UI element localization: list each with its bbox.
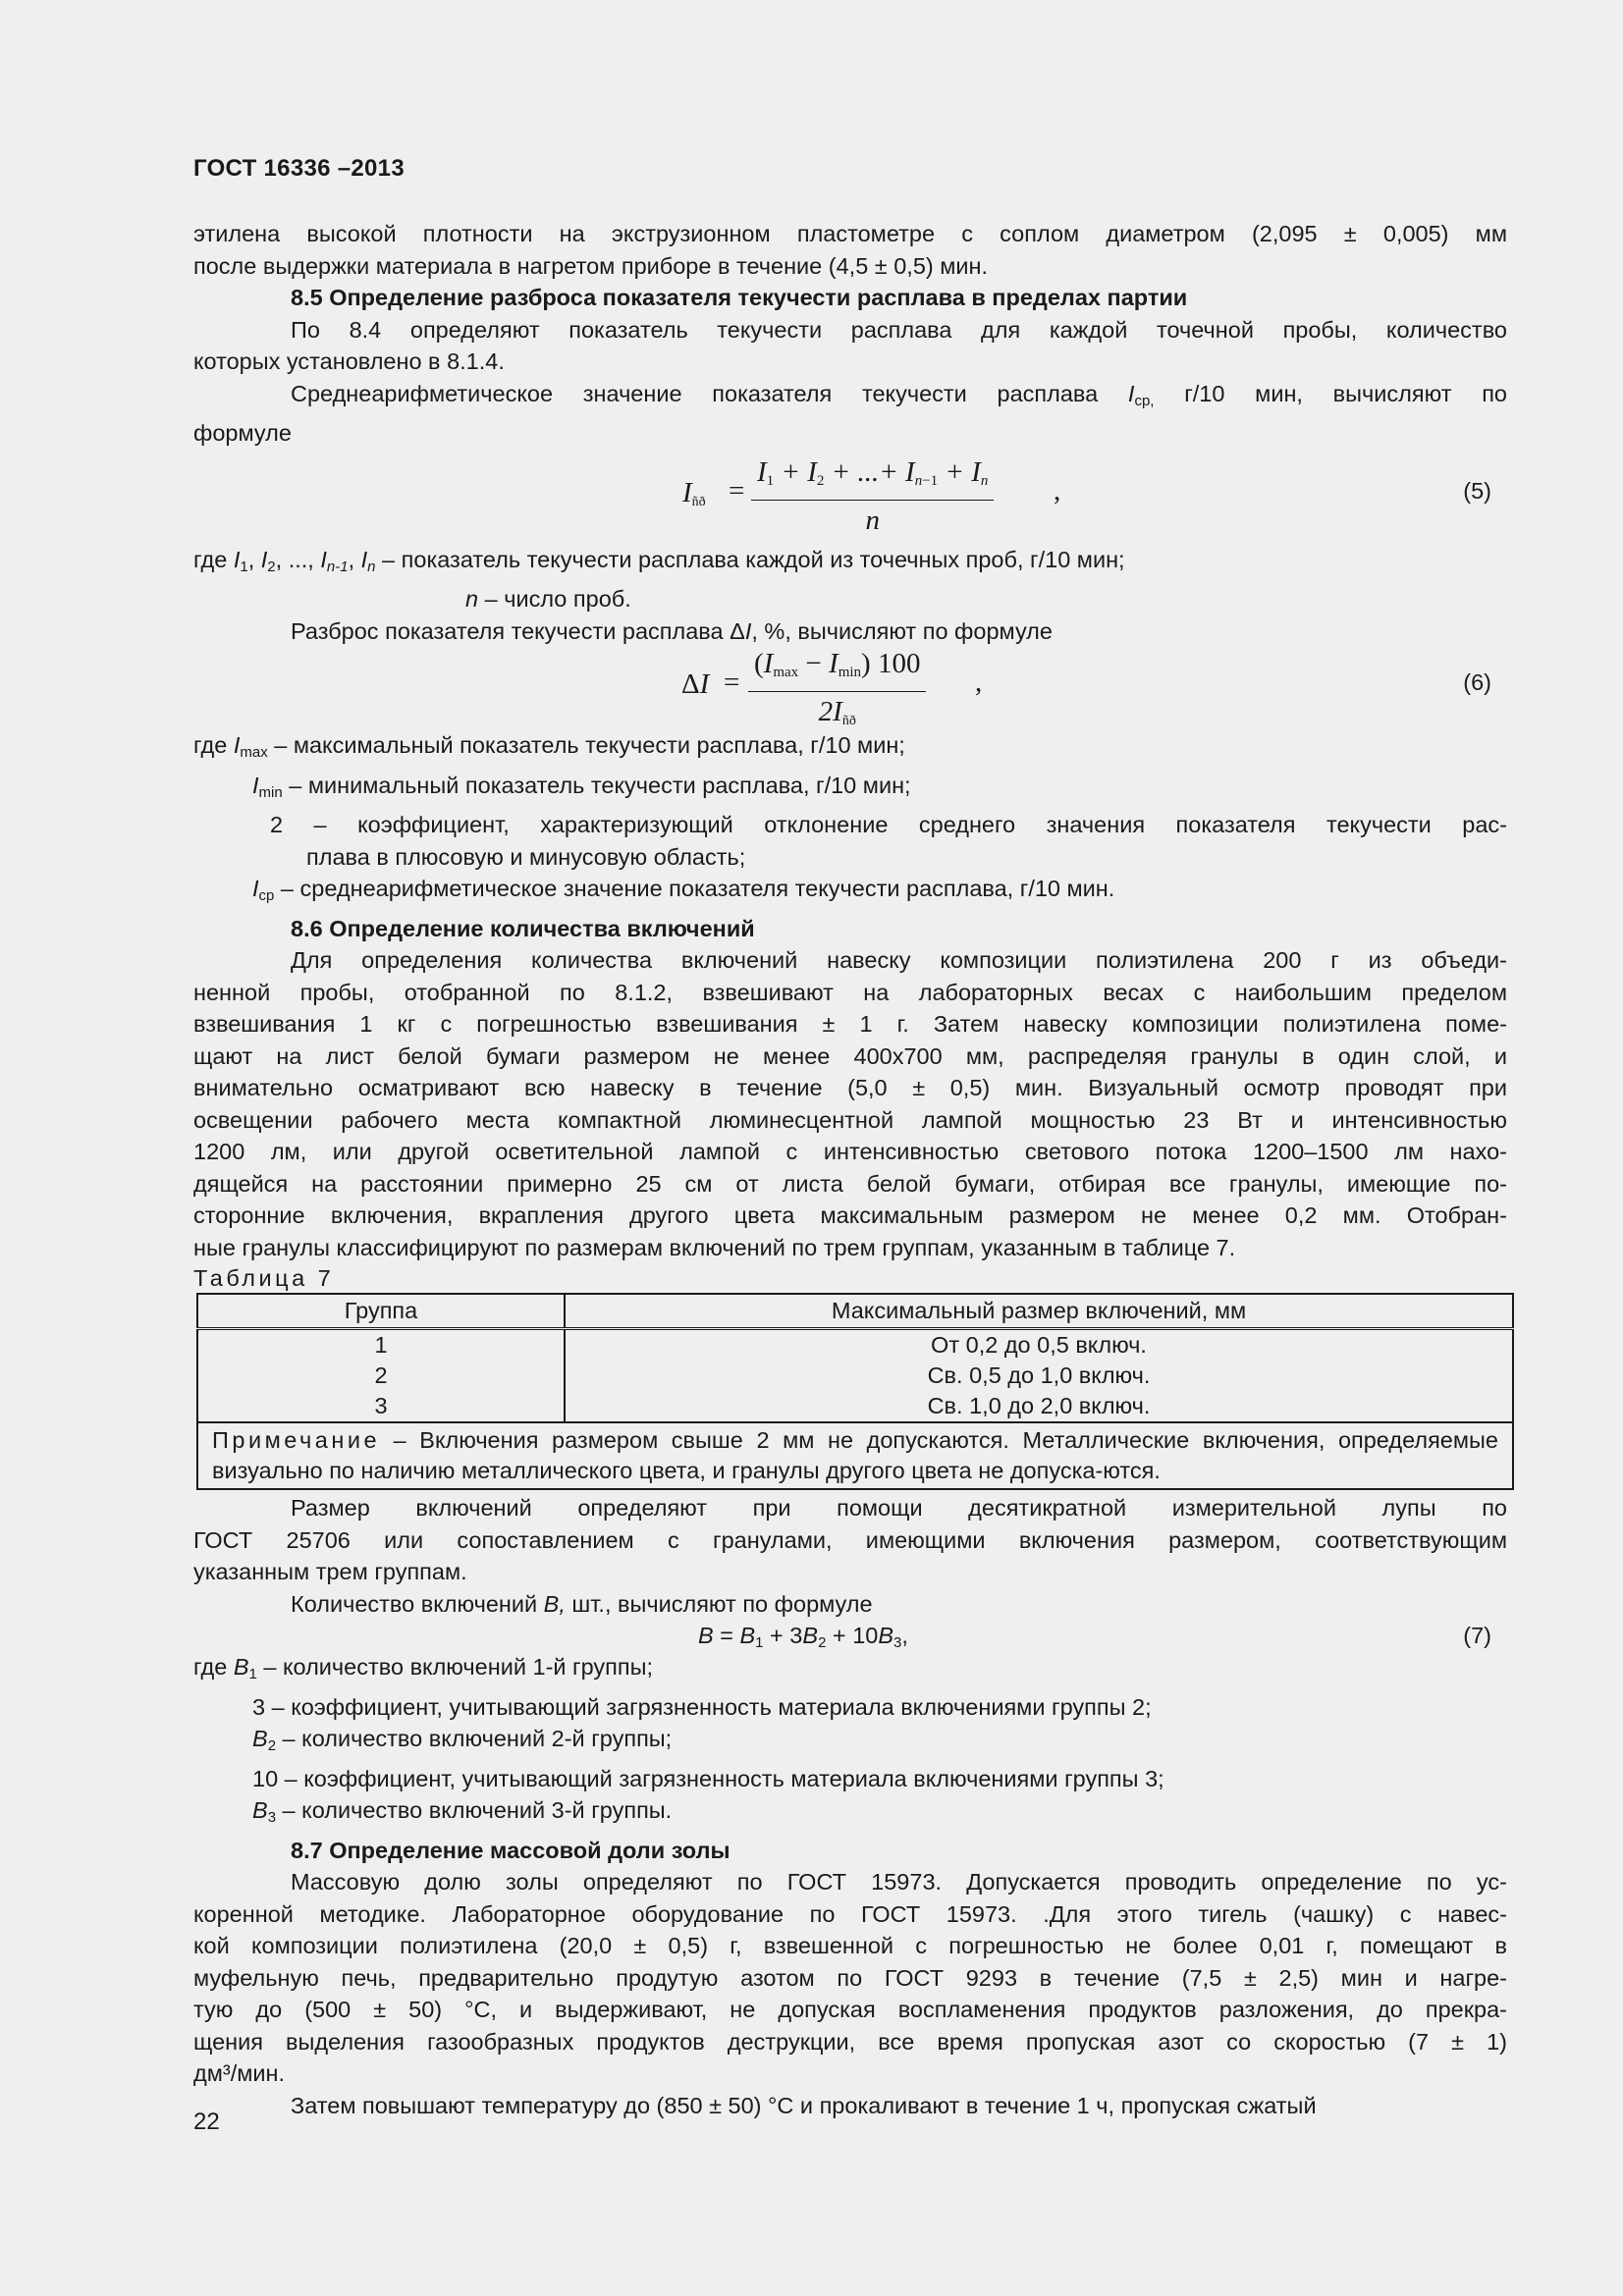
text-fragment: г/10 мин, вычисляют по [1154,380,1507,406]
section-heading-8-7: 8.7 Определение массовой доли золы [291,1837,730,1863]
text-line: муфельную печь, предварительно продутую азотом по ГОСТ 9293 в течение (7,5 ± 2,5) мин и нагре- [193,1964,1507,1991]
formula-lhs: $I_{ñð}$ [682,476,706,509]
where-line: 2 – коэффициент, характеризующий отклонение среднего значения показателя текучести рас- [270,812,1507,837]
document-header: ГОСТ 16336 –2013 [193,155,405,182]
text-line: Размер включений определяют при помощи десятикратной измерительной лупы по [291,1495,1507,1521]
table-cell: 1 [197,1329,565,1362]
formula-lhs: ΔI [681,668,710,700]
paragraph: Разброс показателя текучести расплава ΔI, %, вычисляют по формуле [291,617,1053,644]
text-line: ные гранулы классифицируют по размерам включений по трем группам, указанным в таблице 7. [193,1234,1236,1260]
formula-comma: , [1054,474,1061,507]
intro-paragraph [193,218,1507,282]
text-line: тую до (500 ± 50) °С, и выдерживают, не допуская воспламенения продуктов разложения, до прекра- [193,1997,1507,2022]
table-header-cell: Максимальный размер включений, мм [565,1294,1513,1329]
text-line: этилена высокой плотности на экструзионном пластометре с соплом диаметром (2,095 ± 0,005) мм [193,221,1507,246]
text-line: взвешивания 1 кг с погрешностью взвешивания ± 1 г. Затем навеску композиции полиэтилена поме- [193,1011,1507,1037]
text-line: Для определения количества включений навеску композиции полиэтилена 200 г из объеди- [291,947,1507,973]
document-body [193,218,1507,2121]
table-row [197,1391,1513,1422]
equals-sign: = [729,474,745,507]
page-number: 22 [193,2109,220,2135]
table-note [197,1422,1513,1489]
where-line: плава в плюсовую и минусовую область; [306,843,746,870]
text-line: освещении рабочего места компактной люминесцентной лампой мощностью 23 Вт и интенсивностью [193,1106,1507,1133]
table-cell: Св. 0,5 до 1,0 включ. [565,1361,1513,1391]
formula-5 [193,450,1507,544]
text-line: ненной пробы, отобранной по 8.1.2, взвешивают на лабораторных весах с наибольшим пределом [193,979,1507,1005]
formula-number: (7) [1463,1623,1491,1648]
table-note-row [197,1422,1513,1489]
where-line: 3 – коэффициент, учитывающий загрязненность материала включениями группы 2; [252,1693,1152,1720]
where-line: $I_{min}$ – минимальный показатель текучести расплава, г/10 мин; [252,772,911,801]
text-line: формуле [193,420,292,446]
paragraph: Количество включений В, шт., вычисляют по формуле [291,1590,873,1617]
text-line: 1200 лм, или другой осветительной лампой с интенсивностью светового потока 1200–1500 лм нахо- [193,1139,1507,1164]
denominator: n [865,504,880,536]
where-line: n – число проб. [465,586,631,612]
note-text: – Включения размером свыше 2 мм не допускаются. Металлические включения, определяемые визуально по наличию металлического цвета, и гранулы другого цвета не допуска-ются. [212,1427,1498,1483]
where-line: где $В_1$ – количество включений 1-й группы; [193,1654,654,1682]
table-cell: 3 [197,1391,565,1422]
table-row [197,1361,1513,1391]
formula-7 [193,1620,1507,1651]
numerator: $(I_{max} - I_{min})$ 100 [748,645,926,692]
text-line: По 8.4 определяют показатель текучести расплава для каждой точечной пробы, количество [291,316,1507,343]
text-line: Массовую долю золы определяют по ГОСТ 15973. Допускается проводить определение по ус- [291,1869,1507,1895]
where-line-block [193,809,1507,873]
formula-6 [193,647,1507,729]
text-line: щают на лист белой бумаги размером не менее 400х700 мм, распределяя гранулы в один слой, и [193,1042,1507,1069]
table-cell: От 0,2 до 0,5 включ. [565,1329,1513,1362]
where-line: $I_{ср}$ – среднеарифметическое значение показателя текучести расплава, г/10 мин. [252,876,1115,904]
table-cell: Св. 1,0 до 2,0 включ. [565,1391,1513,1422]
paragraph [193,1492,1507,1588]
paragraph [193,378,1507,450]
subscript: ср, [1134,392,1155,409]
numerator: $I_1 + I_2$ + ...+ $I_{n-1} + I_n$ [751,454,994,501]
table-cell: 2 [197,1361,565,1391]
equals-sign: = [724,667,740,698]
section-heading-8-6: 8.6 Определение количества включений [291,915,755,941]
text-line: коренной методике. Лабораторное оборудование по ГОСТ 15973. .Для этого тигель (чашку) с навес- [193,1900,1507,1927]
formula-comma: , [975,667,983,698]
table-row [197,1329,1513,1362]
table-caption: Таблица 7 [193,1265,335,1291]
fraction [748,645,926,741]
paragraph [193,1866,1507,2121]
section-heading-8-5: 8.5 Определение разброса показателя текучести расплава в пределах партии [291,285,1188,310]
table-7 [196,1293,1514,1490]
fraction [751,454,994,540]
paragraph [193,314,1507,378]
text-line: после выдержки материала в нагретом приборе в течение (4,5 ± 0,5) мин. [193,252,989,279]
denominator: $2I_{ñð}$ [818,696,856,728]
table-header-cell: Группа [197,1294,565,1329]
text-line: указанным трем группам. [193,1559,467,1584]
formula-number: (6) [1463,669,1491,695]
where-line: 10 – коэффициент, учитывающий загрязненность материала включениями группы 3; [252,1765,1164,1791]
text-line: дм³/мин. [193,2060,286,2086]
text-line: ГОСТ 25706 или сопоставлением с гранулами, имеющими включения размером, соответствующим [193,1526,1507,1553]
text-line: которых установлено в 8.1.4. [193,348,505,374]
text-line: сторонние включения, вкрапления другого цвета максимальным размером не менее 0,2 мм. Отобран- [193,1202,1507,1228]
text-line: кой композиции полиэтилена (20,0 ± 0,5) г, взвешенной с погрешностью не более 0,01 г, помещают в [193,1933,1507,1958]
text-line: внимательно осматривают всю навеску в течение (5,0 ± 0,5) мин. Визуальный осмотр проводят при [193,1075,1507,1100]
table-header-row [197,1294,1513,1329]
where-line: $В_3$ – количество включений 3-й группы. [252,1797,673,1826]
where-line: где $I_1$, $I_2$, ..., $I_{n-1}$, $I_n$ – показатель текучести расплава каждой из точечных проб, г/10 мин; [193,546,1125,575]
paragraph [193,944,1507,1263]
text-fragment: Среднеарифметическое значение показателя текучести расплава [291,380,1128,406]
formula-number: (5) [1463,477,1491,504]
where-line: $В_2$ – количество включений 2-й группы; [252,1726,673,1754]
symbol: I [1127,380,1135,406]
formula-expression: $B = B_1 + 3B_2 + 10B_3$, [698,1623,908,1651]
text-line [193,378,1507,418]
text-line: дящейся на расстоянии примерно 25 см от листа белой бумаги, отбирая все гранулы, имеющие по- [193,1170,1507,1197]
note-label: Примечание [212,1427,381,1453]
text-line: Затем повышают температуру до (850 ± 50) °С и прокаливают в течение 1 ч, пропуская сжатый [291,2092,1317,2118]
where-line: где $I_{max}$ – максимальный показатель текучести расплава, г/10 мин; [193,732,905,761]
text-line: щения выделения газообразных продуктов деструкции, все время пропуская азот со скоростью (7 ± 1) [193,2028,1507,2055]
